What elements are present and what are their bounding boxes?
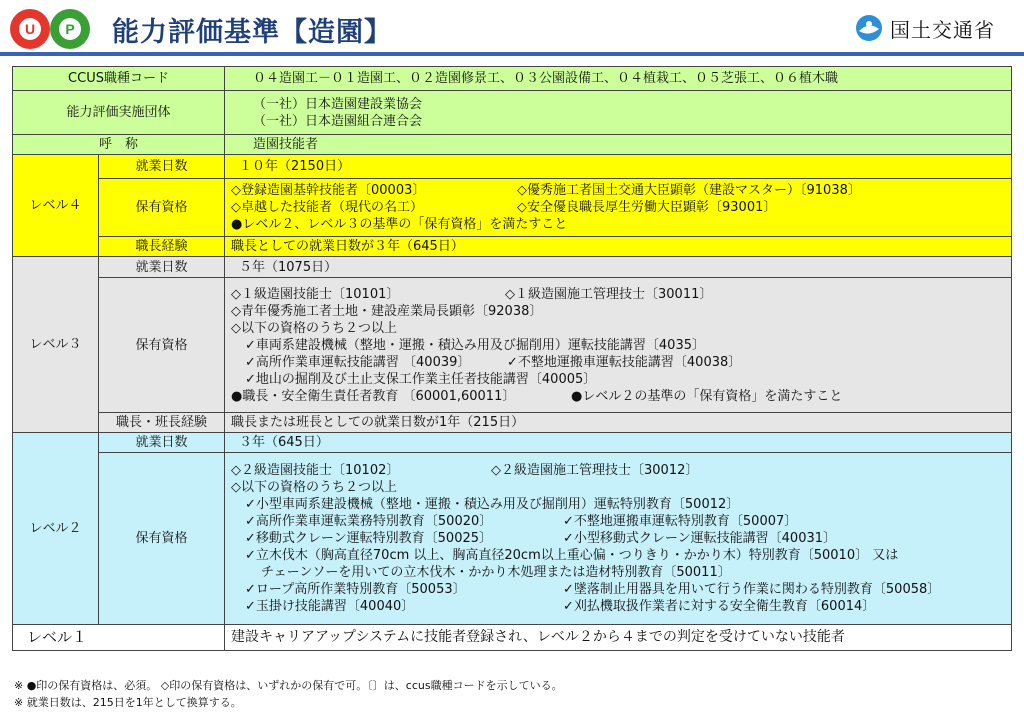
level3-exp-label: 職長・班長経験: [99, 413, 225, 433]
level2-qual-5a: ✓移動式クレーン運転特別教育〔50025〕: [245, 531, 493, 546]
level2-qual-row: [13, 453, 1012, 625]
ccus-row: [13, 67, 1012, 91]
note-1: ※ ●印の保有資格は、必須。 ◇印の保有資格は、いずれかの保有で可。〔〕は、ccus職種コードを示している。: [14, 679, 563, 692]
level4-qual-value: [225, 179, 1012, 237]
up-logo-icon: [8, 6, 100, 52]
level4-days-row: [13, 155, 1012, 179]
level3-qual-line-3: ◇以下の資格のうち２つ以上: [231, 320, 398, 336]
level3-qual-line-6: ✓地山の掘削及び土止支保工作業主任者技能講習〔40005〕: [245, 371, 597, 387]
level4-qual-line-1: [231, 182, 1005, 199]
level3-exp-row: [13, 413, 1012, 433]
logo-letter-u: U: [24, 21, 36, 37]
level2-qual-line-1: [231, 462, 1005, 479]
level4-qual-1a: ◇登録造園基幹技能者〔00003〕: [231, 183, 426, 198]
level3-qual-7b: ●レベル２の基準の「保有資格」を満たすこと: [571, 388, 843, 404]
header: [0, 0, 1024, 58]
level3-qual-label: 保有資格: [99, 278, 225, 413]
mlit-logo: [854, 10, 995, 46]
level2-qual-9a: ✓玉掛け技能講習〔40040〕: [245, 599, 415, 614]
ccus-value: ０４造園工－０１造園工、０２造園修景工、０３公園設備工、０４植栽工、０５芝張工、０６植木職: [225, 67, 1012, 91]
level4-exp-value: 職長としての就業日数が３年（645日）: [225, 237, 1012, 257]
level2-qual-4b: ✓不整地運搬車運転特別教育〔50007〕: [563, 514, 798, 529]
level2-qual-line-6: ✓立木伐木（胸高直径70cm 以上、胸高直径20cm以上重心偏・つりきり・かかり木）特別教育〔50010〕 又は: [245, 548, 899, 563]
level3-days-row: [13, 257, 1012, 278]
page-title: 能力評価基準【造園】: [112, 17, 392, 48]
level2-qual-9b: ✓刈払機取扱作業者に対する安全衛生教育〔60014〕: [563, 599, 876, 614]
level3-qual-7a: ●職長・安全衛生責任者教育 〔60001,60011〕: [231, 388, 516, 404]
level4-qual-2b: ◇安全優良職長厚生労働大臣顕彰〔93001〕: [517, 200, 777, 215]
org-label: 能力評価実施団体: [13, 91, 225, 135]
logo-letter-p: P: [65, 21, 75, 37]
level2-qual-1b: ◇２級造園施工管理技士〔30012〕: [491, 463, 699, 478]
level3-qual-1b: ◇１級造園施工管理技士〔30011〕: [505, 286, 713, 302]
level2-qual-line-7: チェーンソーを用いての立木伐木・かかり木処理または造材特別教育〔50011〕: [261, 565, 731, 580]
level4-days-value: １０年（2150日）: [225, 155, 1012, 179]
level3-qual-5a: ✓高所作業車運転技能講習 〔40039〕: [245, 354, 471, 370]
level2-label: レベル２: [13, 433, 99, 625]
level2-qual-line-5: [231, 530, 1005, 547]
name-value: 造園技能者: [225, 135, 1012, 155]
level4-qual-line-3: ●レベル２、レベル３の基準の「保有資格」を満たすこと: [231, 217, 568, 232]
level2-days-value: ３年（645日）: [225, 433, 1012, 453]
name-row: [13, 135, 1012, 155]
level2-qual-line-4: [231, 513, 1005, 530]
note-2: ※ 就業日数は、215日を1年として換算する。: [14, 696, 242, 709]
level4-qual-1b: ◇優秀施工者国土交通大臣顕彰（建設マスター）〔91038〕: [517, 183, 861, 198]
level4-qual-row: [13, 179, 1012, 237]
level3-qual-line-1: [231, 286, 1005, 303]
evaluation-table: [12, 66, 1012, 651]
level2-days-label: 就業日数: [99, 433, 225, 453]
level2-qual-value: [225, 453, 1012, 625]
level4-qual-2a: ◇卓越した技能者（現代の名工）: [231, 200, 424, 215]
level1-label: レベル１: [13, 625, 225, 651]
level2-qual-line-3: ✓小型車両系建設機械（整地・運搬・積込み用及び掘削用）運転特別教育〔50012〕: [245, 497, 740, 512]
org-row: [13, 91, 1012, 135]
level3-qual-row: [13, 278, 1012, 413]
level4-exp-label: 職長経験: [99, 237, 225, 257]
level1-value: 建設キャリアアップシステムに技能者登録され、レベル２から４までの判定を受けていない技能者: [225, 625, 1012, 651]
mlit-emblem-icon: [854, 13, 884, 43]
level3-qual-value: [225, 278, 1012, 413]
level3-qual-line-5: [231, 354, 1005, 371]
level4-exp-row: [13, 237, 1012, 257]
level1-row: [13, 625, 1012, 651]
level4-days-label: 就業日数: [99, 155, 225, 179]
level2-qual-1a: ◇２級造園技能士〔10102〕: [231, 463, 400, 478]
level3-qual-line-7: [231, 388, 1005, 405]
level2-qual-8a: ✓ロープ高所作業特別教育〔50053〕: [245, 582, 466, 597]
org-line-2: （一社）日本造園組合連合会: [253, 113, 423, 129]
ccus-label: CCUS職種コード: [13, 67, 225, 91]
level3-exp-value: 職長または班長としての就業日数が1年（215日）: [225, 413, 1012, 433]
org-line-1: （一社）日本造園建設業協会: [253, 96, 423, 112]
name-label: 呼 称: [13, 135, 225, 155]
level2-qual-5b: ✓小型移動式クレーン運転技能講習〔40031〕: [563, 531, 837, 546]
level2-qual-8b: ✓墜落制止用器具を用いて行う作業に関わる特別教育〔50058〕: [563, 582, 941, 597]
level4-qual-line-2: [231, 199, 1005, 216]
level2-qual-label: 保有資格: [99, 453, 225, 625]
level3-label: レベル３: [13, 257, 99, 433]
level3-qual-line-2: ◇青年優秀施工者土地・建設産業局長顕彰〔92038〕: [231, 303, 543, 319]
level4-label: レベル４: [13, 155, 99, 257]
level3-days-label: 就業日数: [99, 257, 225, 278]
header-divider: [0, 52, 1024, 56]
mlit-name: 国土交通省: [890, 17, 995, 42]
level3-days-value: ５年（1075日）: [225, 257, 1012, 278]
level2-qual-line-8: [231, 581, 1005, 598]
level3-qual-5b: ✓不整地運搬車運転技能講習〔40038〕: [507, 354, 742, 370]
level2-qual-4a: ✓高所作業車運転業務特別教育〔50020〕: [245, 514, 493, 529]
level3-qual-1a: ◇１級造園技能士〔10101〕: [231, 286, 400, 302]
org-value: [225, 91, 1012, 135]
level4-qual-label: 保有資格: [99, 179, 225, 237]
level3-qual-line-4: ✓車両系建設機械（整地・運搬・積込み用及び掘削用）運転技能講習〔4035〕: [245, 337, 705, 353]
level2-qual-line-9: [231, 598, 1005, 615]
level2-days-row: [13, 433, 1012, 453]
level2-qual-line-2: ◇以下の資格のうち２つ以上: [231, 480, 398, 495]
